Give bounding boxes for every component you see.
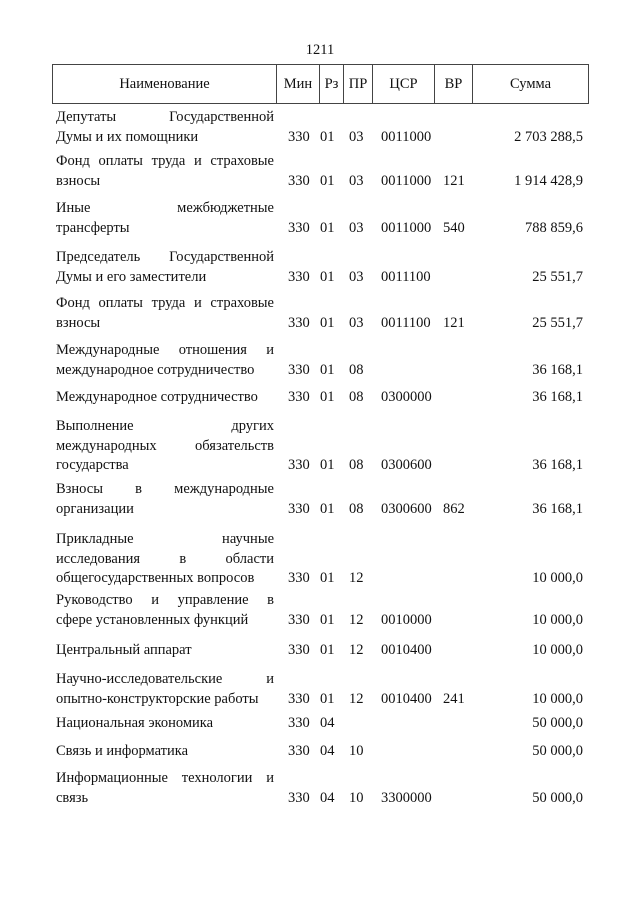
cell-min: 330 (288, 361, 310, 378)
cell-csr: 0300600 (381, 500, 432, 517)
name-line: Научно-исследовательские и (56, 671, 274, 687)
cell-csr: 0011100 (381, 268, 431, 285)
cell-min: 330 (288, 457, 310, 473)
row-name (56, 388, 274, 408)
row-name (56, 199, 274, 238)
cell-min: 330 (288, 172, 310, 189)
name-line: Центральный аппарат (56, 642, 192, 658)
cell-min: 330 (288, 389, 310, 405)
row-name (56, 670, 274, 709)
name-line: Депутаты Государственной (56, 109, 274, 125)
cell-rz: 04 (320, 715, 335, 731)
cell-sum: 788 859,6 (525, 219, 583, 236)
cell-min: 330 (288, 715, 310, 731)
page-number: 1211 (305, 42, 335, 58)
cell-pr: 12 (349, 642, 364, 658)
cell-sum: 10 000,0 (532, 570, 583, 586)
cell-vr: 121 (443, 172, 465, 189)
cell-sum: 25 551,7 (532, 268, 583, 285)
name-line: связь (56, 789, 89, 806)
cell-sum: 50 000,0 (532, 743, 583, 759)
cell-rz: 01 (320, 500, 335, 517)
cell-pr: 08 (349, 500, 364, 517)
cell-pr: 12 (349, 690, 364, 707)
row-name (56, 248, 274, 287)
cell-csr: 0010400 (381, 690, 432, 707)
name-line: Взносы в международные (56, 481, 274, 497)
row-name (56, 108, 274, 147)
cell-sum: 36 168,1 (532, 500, 583, 517)
cell-vr: 121 (443, 314, 465, 331)
name-line: Фонд оплаты труда и страховые (56, 153, 274, 169)
cell-min: 330 (288, 268, 310, 285)
cell-rz: 01 (320, 172, 335, 189)
cell-sum: 1 914 428,9 (514, 172, 583, 189)
cell-pr: 10 (349, 743, 364, 759)
header-pr: ПР (343, 64, 373, 104)
cell-csr: 0011100 (381, 314, 431, 331)
cell-sum: 36 168,1 (532, 389, 583, 405)
name-line: взносы (56, 314, 101, 331)
name-line: Думы и их помощники (56, 128, 199, 145)
name-line: Международное сотрудничество (56, 389, 258, 405)
cell-pr: 03 (349, 128, 364, 145)
cell-csr: 0011000 (381, 128, 432, 145)
row-name (56, 641, 274, 661)
cell-sum: 50 000,0 (532, 715, 583, 731)
header-min: Мин (276, 64, 320, 104)
cell-vr: 241 (443, 690, 465, 707)
cell-rz: 01 (320, 642, 335, 658)
name-line: Международные отношения и (56, 342, 274, 358)
cell-pr: 08 (349, 389, 364, 405)
row-name (56, 480, 274, 519)
cell-pr: 03 (349, 268, 364, 285)
cell-rz: 04 (320, 789, 335, 806)
cell-pr: 12 (349, 570, 364, 586)
cell-sum: 10 000,0 (532, 642, 583, 658)
name-line: Информационные технологии и (56, 770, 274, 786)
name-line: Иные межбюджетные (56, 200, 274, 216)
row-name (56, 769, 274, 808)
name-line: международных обязательств (56, 437, 274, 454)
cell-csr: 0010000 (381, 611, 432, 628)
cell-pr: 03 (349, 219, 364, 236)
name-line: сфере установленных функций (56, 611, 249, 628)
row-name (56, 591, 274, 630)
cell-csr: 0300000 (381, 389, 432, 405)
row-name (56, 714, 274, 734)
cell-min: 330 (288, 219, 310, 236)
name-line: опытно-конструкторские работы (56, 690, 259, 707)
cell-sum: 36 168,1 (532, 361, 583, 378)
cell-rz: 01 (320, 457, 335, 473)
row-name (56, 341, 274, 380)
name-line: Выполнение других (56, 418, 274, 434)
name-line: Руководство и управление в (56, 592, 274, 608)
cell-csr: 3300000 (381, 789, 432, 806)
cell-rz: 01 (320, 389, 335, 405)
cell-min: 330 (288, 743, 310, 759)
cell-rz: 01 (320, 268, 335, 285)
cell-pr: 08 (349, 457, 364, 473)
header-vr: ВР (434, 64, 473, 104)
cell-rz: 01 (320, 570, 335, 586)
row-name (56, 742, 274, 762)
cell-vr: 540 (443, 219, 465, 236)
cell-pr: 12 (349, 611, 364, 628)
name-line: Связь и информатика (56, 743, 189, 759)
name-line: международное сотрудничество (56, 361, 255, 378)
name-line: трансферты (56, 219, 130, 236)
name-line: Председатель Государственной (56, 249, 274, 265)
row-name (56, 152, 274, 191)
cell-sum: 50 000,0 (532, 789, 583, 806)
name-line: Думы и его заместители (56, 268, 207, 285)
cell-pr: 03 (349, 172, 364, 189)
cell-rz: 01 (320, 361, 335, 378)
name-line: взносы (56, 172, 101, 189)
header-rz: Рз (319, 64, 344, 104)
name-line: организации (56, 500, 134, 517)
cell-min: 330 (288, 570, 310, 586)
cell-sum: 10 000,0 (532, 690, 583, 707)
header-sum: Сумма (472, 64, 589, 104)
cell-rz: 04 (320, 743, 335, 759)
cell-min: 330 (288, 314, 310, 331)
cell-min: 330 (288, 500, 310, 517)
cell-sum: 2 703 288,5 (514, 128, 583, 145)
header-name: Наименование (52, 64, 277, 104)
cell-pr: 10 (349, 789, 364, 806)
row-name (56, 530, 274, 589)
cell-sum: 10 000,0 (532, 611, 583, 628)
row-name (56, 294, 274, 333)
name-line: общегосударственных вопросов (56, 570, 255, 586)
cell-rz: 01 (320, 219, 335, 236)
cell-rz: 01 (320, 611, 335, 628)
cell-min: 330 (288, 128, 310, 145)
cell-csr: 0300600 (381, 457, 432, 473)
cell-min: 330 (288, 789, 310, 806)
cell-min: 330 (288, 642, 310, 658)
cell-min: 330 (288, 611, 310, 628)
header-csr: ЦСР (372, 64, 435, 104)
name-line: государства (56, 457, 129, 473)
name-line: Фонд оплаты труда и страховые (56, 295, 274, 311)
cell-csr: 0011000 (381, 172, 432, 189)
cell-pr: 08 (349, 361, 364, 378)
name-line: Прикладные научные (56, 531, 274, 547)
name-line: Национальная экономика (56, 715, 214, 731)
cell-sum: 36 168,1 (532, 457, 583, 473)
cell-pr: 03 (349, 314, 364, 331)
row-name (56, 417, 274, 476)
name-line: исследования в области (56, 550, 274, 567)
cell-csr: 0010400 (381, 642, 432, 658)
cell-rz: 01 (320, 314, 335, 331)
cell-rz: 01 (320, 690, 335, 707)
cell-csr: 0011000 (381, 219, 432, 236)
cell-sum: 25 551,7 (532, 314, 583, 331)
cell-rz: 01 (320, 128, 335, 145)
cell-vr: 862 (443, 500, 465, 517)
cell-min: 330 (288, 690, 310, 707)
